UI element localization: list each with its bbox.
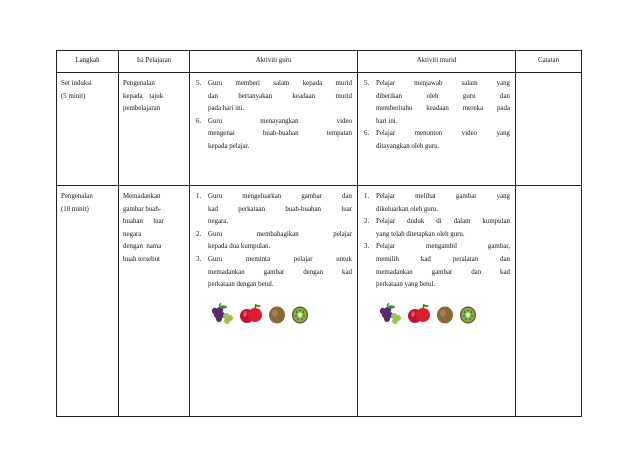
apple-icon	[238, 303, 264, 325]
fruit-image-strip	[194, 303, 352, 325]
header-catatan: Catatan	[516, 51, 582, 73]
item-number: 5.	[364, 80, 370, 87]
content-line: dengan nama	[123, 243, 162, 251]
item-text-line: Guru membahagikan pelajar	[208, 230, 352, 238]
item-number: 3.	[364, 243, 370, 251]
content-line: Memadankan	[123, 193, 161, 200]
list-item	[362, 78, 510, 128]
cell-isi	[119, 73, 190, 186]
item-text-line: dikeluarkan oleh guru.	[376, 205, 439, 213]
cell-aktiviti-guru	[190, 73, 358, 186]
item-number: 1.	[196, 193, 202, 200]
list-item	[362, 191, 510, 216]
item-number: 2.	[196, 230, 202, 238]
list-item	[194, 254, 352, 292]
item-text-line: dan bertanyakan keadaan murid	[208, 92, 352, 100]
cell-catatan	[516, 186, 582, 417]
teacher-activity-list	[194, 78, 352, 154]
step-name: Set induksi	[61, 80, 92, 87]
item-text-line: Pelajar melihat gambar yang	[376, 193, 510, 200]
item-text-line: Guru memberi salam kepada murid	[208, 80, 352, 87]
cell-catatan	[516, 73, 582, 186]
item-number: 1.	[364, 193, 370, 200]
kiwi-cut-icon	[290, 303, 310, 325]
item-text-line: yang telah ditetapkan oleh guru.	[376, 230, 465, 238]
item-text-line: Guru menayangkan video	[208, 117, 352, 125]
cell-langkah	[57, 186, 119, 417]
item-text-line: memilih kad peralatan dan	[376, 255, 510, 263]
item-text-line: memadankan gambar dan kad	[376, 268, 510, 276]
content-line: kepada tajuk	[123, 92, 164, 100]
item-text-line: kad perkataan buah-buahan luar	[208, 205, 352, 213]
list-item	[362, 128, 510, 153]
cell-isi	[119, 186, 190, 417]
grapes-icon	[209, 303, 235, 325]
item-text-line: mengenai buah-buahan tempatan	[208, 130, 352, 138]
teacher-activity-list	[194, 191, 352, 292]
list-item	[194, 116, 352, 154]
item-text-line: ditayangkan oleh guru.	[376, 142, 440, 150]
cell-aktiviti-murid	[358, 186, 516, 417]
list-item	[194, 229, 352, 254]
item-text-line: perkataan yang betul.	[376, 281, 436, 289]
table-row	[57, 186, 582, 417]
item-number: 6.	[364, 130, 370, 138]
header-isi-pelajaran: Isi Pelajaran	[119, 51, 190, 73]
content-line: gambar buah-	[123, 205, 162, 213]
student-activity-list	[362, 191, 510, 292]
item-text-line: memberitahu keadaan mereka pada	[376, 105, 510, 113]
kiwi-icon	[435, 303, 455, 325]
item-text-line: Guru mengeluarkan gambar dan	[208, 193, 352, 200]
kiwi-cut-icon	[458, 303, 478, 325]
item-number: 3.	[196, 255, 202, 263]
step-duration: (5 minit)	[61, 92, 86, 100]
kiwi-icon	[267, 303, 287, 325]
item-text-line: kepada pelajar.	[208, 142, 250, 150]
item-text-line: pada hari ini.	[208, 105, 245, 113]
fruit-image-strip	[362, 303, 510, 325]
item-text-line: Pelajar menjawab salam yang	[376, 80, 510, 87]
item-text-line: Pelajar menonton video yang	[376, 130, 510, 138]
content-line: Pengenalan	[123, 80, 155, 87]
item-number: 5.	[196, 80, 202, 87]
grapes-icon	[377, 303, 403, 325]
step-name: Pengenalan	[61, 193, 93, 200]
item-text-line: Pelajar duduk di dalam kumpulan	[376, 218, 510, 226]
content-line: negara	[123, 230, 142, 238]
content-line: buah tersebut	[123, 255, 160, 263]
header-aktiviti-guru: Aktiviti guru	[190, 51, 358, 73]
list-item	[362, 241, 510, 291]
item-number: 6.	[196, 117, 202, 125]
item-text-line: negara.	[208, 218, 229, 226]
table-row	[57, 73, 582, 186]
item-text-line: diberikan oleh guru dan	[376, 92, 510, 100]
student-activity-list	[362, 78, 510, 154]
list-item	[194, 191, 352, 229]
apple-icon	[406, 303, 432, 325]
step-duration: (10 minit)	[61, 205, 89, 213]
header-row	[57, 51, 582, 73]
cell-aktiviti-murid	[358, 73, 516, 186]
list-item	[362, 216, 510, 241]
header-aktiviti-murid: Aktiviti murid	[358, 51, 516, 73]
item-text-line: hari ini.	[376, 117, 398, 125]
lesson-plan-table	[56, 50, 582, 417]
item-text-line: memadankan gambar dengan kad	[208, 268, 352, 276]
cell-langkah	[57, 73, 119, 186]
content-line: pembelajaran	[123, 105, 161, 113]
item-text-line: Guru meminta pelajar untuk	[208, 255, 352, 263]
list-item	[194, 78, 352, 116]
item-text-line: perkataan dengan betul.	[208, 281, 274, 289]
header-langkah: Langkah	[57, 51, 119, 73]
cell-aktiviti-guru	[190, 186, 358, 417]
item-text-line: kepada dua kumpulan.	[208, 243, 271, 251]
item-text-line: Pelajar mengambil gambar,	[376, 243, 510, 251]
item-number: 2.	[364, 218, 370, 226]
content-line: buahan luar	[123, 218, 164, 226]
